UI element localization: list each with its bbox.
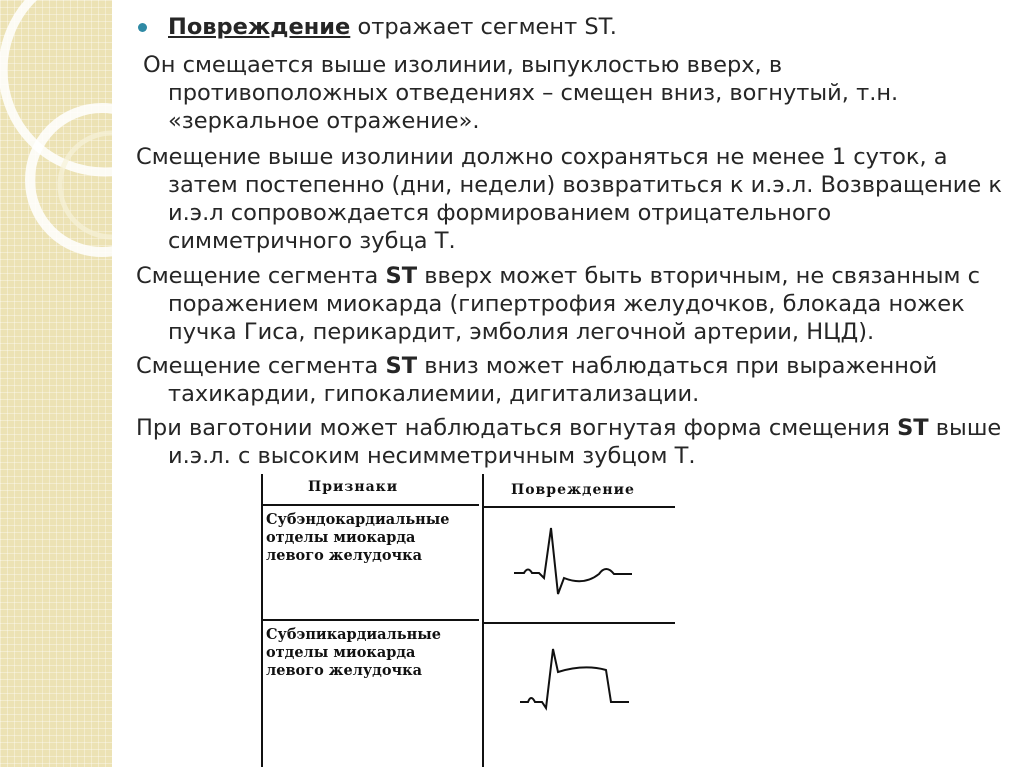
row-2-label-line-1: Субэпикардиальные [266,626,441,643]
heading-line [168,14,617,40]
paragraph-2-line-4: симметричного зубца Т. [168,228,456,254]
paragraph-4-st: ST [385,353,418,379]
row-1-label-line-1: Субэндокардиальные [266,511,450,528]
paragraph-5-post: выше [928,415,1002,441]
paragraph-4-line-2: тахикардии, гипокалиемии, дигитализации. [168,381,700,407]
row-2-label-line-3: левого желудочка [266,662,422,679]
row-divider-left [261,619,479,621]
header-damage: Повреждение [511,482,635,498]
paragraph-4-post: вниз может наблюдаться при выраженной [417,353,938,379]
paragraph-2-line-1: Смещение выше изолинии должно сохраняться не менее 1 суток, а [136,144,948,170]
paragraph-3-line-2: поражением миокарда (гипертрофия желудочков, блокада ножек [168,291,965,317]
st-depression-waveform [484,508,675,620]
paragraph-5-line-1 [136,415,1001,441]
paragraph-3-line-1 [136,263,980,289]
paragraph-3-line-3: пучка Гиса, перикардит, эмболия легочной артерии, НЦД). [168,319,875,345]
row-1-label-line-3: левого желудочка [266,547,422,564]
ecg-table [261,474,675,767]
header-signs: Признаки [308,479,399,495]
paragraph-4-line-1 [136,353,937,379]
row-2-label-line-2: отделы миокарда [266,644,416,661]
paragraph-3-post: вверх может быть вторичным, не связанным с [417,263,980,289]
heading-rest: отражает сегмент ST. [350,14,617,40]
st-elevation-waveform [484,624,675,767]
paragraph-3-pre: Смещение сегмента [136,263,386,289]
bullet-icon [138,23,147,32]
paragraph-1-line-1: Он смещается выше изолинии, выпуклостью вверх, в [143,52,783,78]
paragraph-2-line-2: затем постепенно (дни, недели) возвратиться к и.э.л. Возвращение к [168,172,1003,198]
paragraph-3-st: ST [385,263,418,289]
paragraph-5-st: ST [897,415,929,441]
paragraph-5-line-2: и.э.л. с высоким несимметричным зубцом Т. [168,443,696,469]
header-divider-left [261,504,479,506]
paragraph-2-line-3: и.э.л сопровождается формированием отрицательного [168,200,832,226]
paragraph-4-pre: Смещение сегмента [136,353,386,379]
paragraph-1-line-3: «зеркальное отражение». [168,108,480,134]
paragraph-1-line-2: противоположных отведениях – смещен вниз, вогнутый, т.н. [168,80,899,106]
heading-term: Повреждение [168,14,351,40]
paragraph-5-pre: При ваготонии может наблюдаться вогнутая форма смещения [136,415,898,441]
row-1-label-line-2: отделы миокарда [266,529,416,546]
